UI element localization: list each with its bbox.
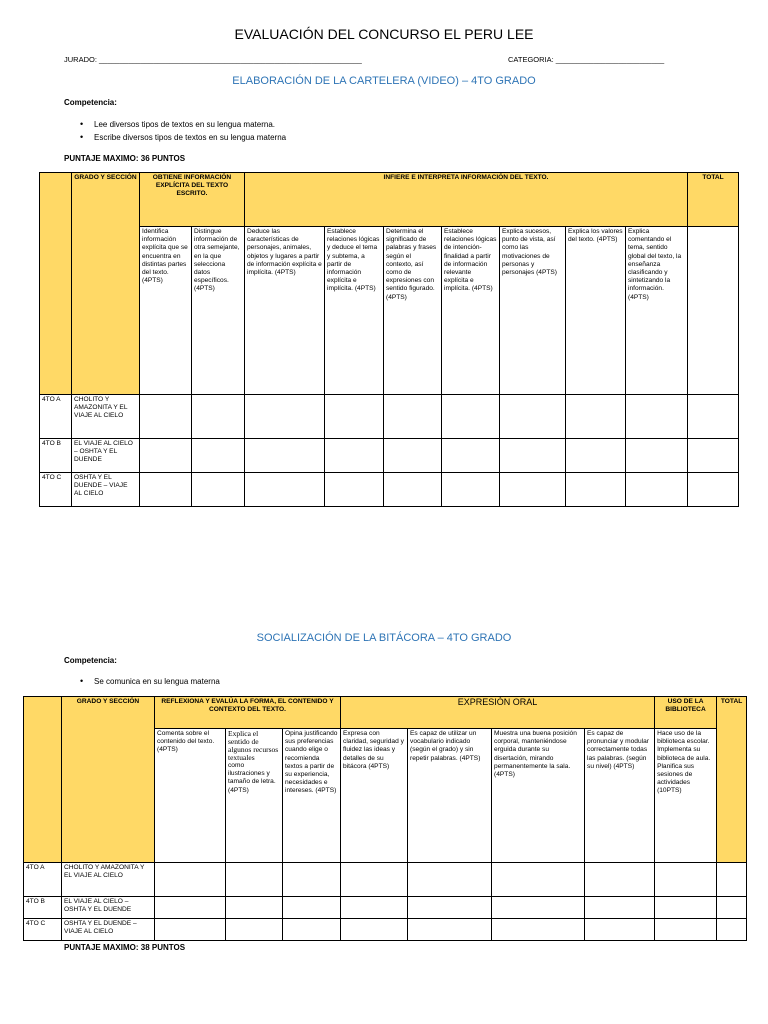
score-cell[interactable] [688, 439, 739, 473]
story-cell: CHOLITO Y AMAZONITA Y EL VIAJE AL CIELO [62, 863, 155, 897]
score-cell[interactable] [442, 473, 500, 507]
score-cell[interactable] [384, 395, 442, 439]
jurado-field: JURADO: _______________________________________________________________ [64, 55, 362, 64]
score-cell[interactable] [655, 863, 717, 897]
score-cell[interactable] [717, 897, 747, 919]
uso-header: USO DE LA BIBLIOTECA [655, 697, 717, 729]
total-header: TOTAL [717, 697, 747, 863]
score-cell[interactable] [192, 473, 245, 507]
score-cell[interactable] [442, 395, 500, 439]
criterion-cell [226, 729, 283, 863]
section1-competencia-label: Competencia: [64, 98, 117, 107]
score-cell[interactable] [442, 439, 500, 473]
section2-competencias [76, 675, 220, 688]
score-cell[interactable] [226, 897, 283, 919]
section-cell: 4TO B [40, 439, 72, 473]
criterion-cell: Deduce las características de personajes, animales, objetos y lugares a partir de información explícita e implícita. (4PTS) [245, 227, 325, 395]
score-cell[interactable] [283, 897, 341, 919]
score-cell[interactable] [192, 395, 245, 439]
grado-header: GRADO Y SECCIÓN [72, 173, 140, 395]
expresion-header: EXPRESIÓN ORAL [341, 697, 655, 729]
competencia-item: • Escribe diversos tipos de textos en su lengua materna [76, 131, 286, 144]
score-cell[interactable] [717, 919, 747, 941]
table-row [24, 897, 747, 919]
criterion-cell: Muestra una buena posición corporal, manteniéndose erguida durante su disertación, mirando permanentemente la sala. (4PTS) [492, 729, 585, 863]
score-cell[interactable] [325, 395, 384, 439]
score-cell[interactable] [192, 439, 245, 473]
section2-puntaje: PUNTAJE MAXIMO: 38 PUNTOS [64, 943, 186, 952]
table-row [24, 919, 747, 941]
score-cell[interactable] [500, 439, 566, 473]
section1-heading: ELABORACIÓN DE LA CARTELERA (VIDEO) – 4TO GRADO [232, 75, 536, 87]
score-cell[interactable] [140, 439, 192, 473]
criterion-cell: Hace uso de la biblioteca escolar. Implementa su biblioteca de aula. Planifica sus sesiones de actividades (10PTS) [655, 729, 717, 863]
section2-table [23, 696, 747, 941]
score-cell[interactable] [408, 897, 492, 919]
section1-puntaje: PUNTAJE MAXIMO: 36 PUNTOS [64, 154, 186, 163]
criterion-cell: Establece relaciones lógicas y deduce el tema y subtema, a partir de información explícita e implícita. (4PTS) [325, 227, 384, 395]
score-cell[interactable] [492, 863, 585, 897]
blank-header-cell [24, 697, 62, 863]
score-cell[interactable] [245, 473, 325, 507]
score-cell[interactable] [155, 897, 226, 919]
score-cell[interactable] [688, 395, 739, 439]
score-cell[interactable] [585, 897, 655, 919]
infiere-header: INFIERE E INTERPRETA INFORMACIÓN DEL TEXTO. [245, 173, 688, 227]
score-cell[interactable] [626, 439, 688, 473]
score-cell[interactable] [226, 863, 283, 897]
score-cell[interactable] [155, 919, 226, 941]
table-row [24, 863, 747, 897]
section2-competencia-label: Competencia: [64, 656, 117, 665]
story-cell: CHOLITO Y AMAZONITA Y EL VIAJE AL CIELO [72, 395, 140, 439]
score-cell[interactable] [341, 897, 408, 919]
score-cell[interactable] [655, 919, 717, 941]
score-cell[interactable] [585, 919, 655, 941]
score-cell[interactable] [341, 863, 408, 897]
story-cell: OSHTA Y EL DUENDE – VIAJE AL CIELO [72, 473, 140, 507]
criterion-cell: Es capaz de utilizar un vocabulario indicado (según el grado) y sin repetir palabras. (4PTS) [408, 729, 492, 863]
score-cell[interactable] [500, 473, 566, 507]
section-cell: 4TO A [40, 395, 72, 439]
total-header: TOTAL [688, 173, 739, 227]
score-cell[interactable] [341, 919, 408, 941]
blank-header-cell [40, 173, 72, 395]
score-cell[interactable] [566, 395, 626, 439]
criterion-cell: Identifica información explícita que se encuentra en distintas partes del texto. (4PTS) [140, 227, 192, 395]
score-cell[interactable] [245, 439, 325, 473]
criterion-cell: Es capaz de pronunciar y modular correctamente todas las palabras. (según su nivel) (4PTS) [585, 729, 655, 863]
section2-heading: SOCIALIZACIÓN DE LA BITÁCORA – 4TO GRADO [256, 632, 512, 644]
criterion-cell: Determina el significado de palabras y frases según el contexto, así como de expresiones con sentido figurado. (4PTS) [384, 227, 442, 395]
criterion-cell: Explica los valores del texto. (4PTS) [566, 227, 626, 395]
criterion-cell: Distingue información de otra semejante, en la que selecciona datos específicos. (4PTS) [192, 227, 245, 395]
table-row [40, 395, 739, 439]
score-cell[interactable] [155, 863, 226, 897]
competencia-item: • Se comunica en su lengua materna [76, 675, 220, 688]
score-cell[interactable] [325, 439, 384, 473]
section1-table [39, 172, 739, 507]
section1-competencias [76, 118, 286, 144]
score-cell[interactable] [140, 473, 192, 507]
section-cell: 4TO A [24, 863, 62, 897]
criterion-serif-text: Explica el sentido de algunos recursos textuales [228, 729, 279, 762]
score-cell[interactable] [688, 227, 739, 395]
score-cell[interactable] [283, 863, 341, 897]
criterion-cell: Explica comentando el tema, sentido global del texto, la enseñanza clasificando y sintetizando la información. (4PTS) [626, 227, 688, 395]
page-title: EVALUACIÓN DEL CONCURSO EL PERU LEE [234, 26, 534, 42]
score-cell[interactable] [655, 897, 717, 919]
score-cell[interactable] [566, 439, 626, 473]
score-cell[interactable] [717, 863, 747, 897]
section-cell: 4TO B [24, 897, 62, 919]
story-cell: EL VIAJE AL CIELO – OSHTA Y EL DUENDE [72, 439, 140, 473]
obtiene-header: OBTIENE INFORMACIÓN EXPLÍCITA DEL TEXTO ESCRITO. [140, 173, 245, 227]
score-cell[interactable] [384, 439, 442, 473]
section-cell: 4TO C [40, 473, 72, 507]
criterion-cell: Expresa con claridad, seguridad y fluidez las ideas y detalles de su bitácora (4PTS) [341, 729, 408, 863]
score-cell[interactable] [325, 473, 384, 507]
score-cell[interactable] [408, 863, 492, 897]
criterion-cell: Explica sucesos, punto de vista, así como las motivaciones de personas y personajes (4PTS) [500, 227, 566, 395]
score-cell[interactable] [283, 919, 341, 941]
categoria-field: CATEGORIA: __________________________ [508, 55, 665, 64]
score-cell[interactable] [492, 897, 585, 919]
score-cell[interactable] [688, 473, 739, 507]
score-cell[interactable] [408, 919, 492, 941]
section-cell: 4TO C [24, 919, 62, 941]
score-cell[interactable] [140, 395, 192, 439]
score-cell[interactable] [626, 395, 688, 439]
score-cell[interactable] [492, 919, 585, 941]
score-cell[interactable] [566, 473, 626, 507]
grado-header: GRADO Y SECCIÓN [62, 697, 155, 863]
table-row [40, 473, 739, 507]
score-cell[interactable] [226, 919, 283, 941]
story-cell: OSHTA Y EL DUENDE – VIAJE AL CIELO [62, 919, 155, 941]
table-row [40, 439, 739, 473]
criterion-cell: Establece relaciones lógicas de intención-finalidad a partir de información relevante explícita e implícita. (4PTS) [442, 227, 500, 395]
score-cell[interactable] [245, 395, 325, 439]
competencia-item: • Lee diversos tipos de textos en su lengua materna. [76, 118, 286, 131]
criterion-cell: Comenta sobre el contenido del texto.(4PTS) [155, 729, 226, 863]
criterion-cell: Opina justificando sus preferencias cuando elige o recomienda textos a partir de su experiencia, necesidades e intereses. (4PTS) [283, 729, 341, 863]
reflexiona-header: REFLEXIONA Y EVALÚA LA FORMA, EL CONTENIDO Y CONTEXTO DEL TEXTO. [155, 697, 341, 729]
score-cell[interactable] [384, 473, 442, 507]
criterion-tail-text: como ilustraciones y tamaño de letra. (4PTS) [228, 762, 276, 794]
score-cell[interactable] [626, 473, 688, 507]
score-cell[interactable] [585, 863, 655, 897]
story-cell: EL VIAJE AL CIELO – OSHTA Y EL DUENDE [62, 897, 155, 919]
score-cell[interactable] [500, 395, 566, 439]
